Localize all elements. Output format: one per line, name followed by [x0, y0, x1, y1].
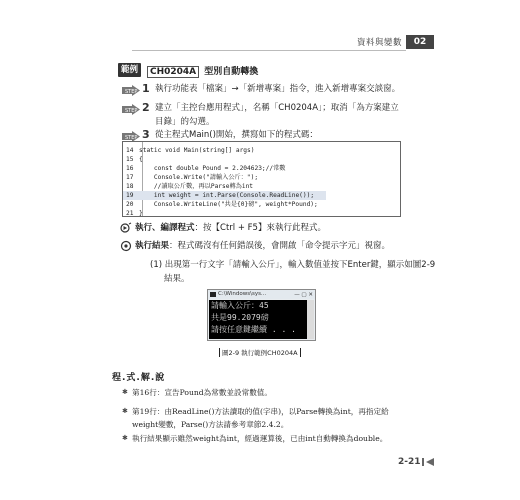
svg-text:STEP: STEP — [125, 135, 138, 141]
result-icon — [120, 240, 132, 252]
chapter-title: 資料與變數 — [356, 38, 402, 48]
step-number: 2 — [142, 101, 150, 114]
bullet-icon: ✱ — [122, 388, 128, 396]
step-number: 3 — [142, 128, 150, 141]
result-sub-item-continued: 結果。 — [164, 274, 190, 284]
explanation-item: 第19行：由ReadLine()方法讀取的值(字串)，以Parse轉換為int，再指定給 — [132, 407, 389, 416]
window-controls: — ▢ ✕ — [294, 292, 313, 298]
bullet-icon: ✱ — [122, 434, 128, 442]
step-number: 1 — [142, 82, 150, 95]
bullet-icon: ✱ — [122, 407, 128, 415]
console-app-icon — [210, 292, 216, 297]
example-code: CH0204A — [147, 66, 199, 78]
svg-text:STEP: STEP — [125, 108, 138, 114]
console-scrollbar — [307, 300, 314, 339]
code-line: 17 Console.Write("請輸入公斤："); — [126, 174, 259, 181]
page-arrow-icon — [422, 458, 434, 466]
result-sub-item: (1) 出現第一行文字「請輸入公斤」，輸入數值並按下Enter鍵，顯示如圖2-9 — [150, 260, 436, 270]
code-line-highlighted: 19 int weight = int.Parse(Console.ReadLine()); — [123, 191, 326, 200]
svg-text:STEP: STEP — [125, 89, 138, 95]
header-divider — [132, 50, 406, 51]
console-line: 共是99.2079磅 — [211, 313, 269, 322]
result-note: 執行結果：程式碼沒有任何錯誤後，會開啟「命令提示字元」視窗。 — [135, 241, 391, 251]
explanation-title: 程.式.解.說 — [112, 373, 166, 383]
explanation-item-continued: weight變數，Parse()方法請參考章節2.4.2。 — [132, 420, 289, 429]
page-header — [350, 35, 520, 49]
code-line: 21 } — [126, 210, 143, 217]
chapter-number-badge: 02 — [406, 35, 434, 49]
page-number: 2-21 — [398, 457, 421, 467]
console-line: 請輸入公斤：45 — [211, 301, 269, 310]
console-line: 請按任意鍵繼續 . . . — [211, 325, 296, 334]
example-title: 型別自動轉換 — [204, 67, 259, 77]
code-line: 16 const double Pound = 2.204623;//常數 — [126, 165, 286, 172]
explanation-item: 第16行：宣告Pound為常數並設常數值。 — [132, 388, 272, 397]
console-window — [207, 289, 316, 341]
code-listing — [122, 141, 401, 217]
console-title: C:\Windows\sys... — [218, 291, 267, 297]
step-text: 執行功能表「檔案」→「新增專案」指令，進入新增專案交談窗。 — [155, 84, 401, 94]
compile-note: 執行、編譯程式：按【Ctrl + F5】來執行此程式。 — [135, 223, 326, 233]
console-output — [209, 300, 307, 339]
figure-caption: 圖2-9 執行範例CH0204A — [219, 348, 301, 357]
code-line: 18 //讀取公斤數，再以Parse轉為int — [126, 183, 254, 190]
code-line: 20 Console.WriteLine("共是{0}磅", weight*Pound); — [126, 201, 318, 208]
step-text: 從主程式Main()開始，撰寫如下的程式碼： — [155, 130, 318, 140]
example-tag: 範例 — [118, 63, 141, 77]
explanation-item: 執行結果顯示雖然weight為int，經過運算後，已由int自動轉換為double。 — [132, 434, 388, 443]
step-text: 建立「主控台應用程式」，名稱「CH0204A」；取消「為方案建立 — [155, 103, 399, 113]
step-arrow-icon — [122, 85, 140, 96]
code-line: 15 { — [126, 156, 143, 163]
run-icon — [120, 222, 132, 234]
step-arrow-icon — [122, 104, 140, 115]
example-heading — [147, 64, 258, 77]
code-line: 14 static void Main(string[] args) — [126, 147, 255, 154]
console-title-bar — [208, 290, 315, 299]
step-text-continued: 目錄」的勾選。 — [155, 117, 215, 127]
